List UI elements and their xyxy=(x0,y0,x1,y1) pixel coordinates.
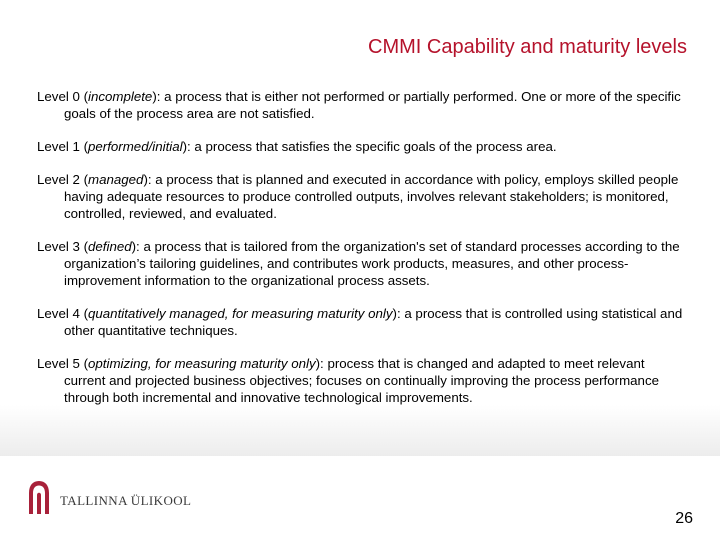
level-qualifier: incomplete xyxy=(88,89,153,104)
level-text: ): a process that is tailored from the organization's set of standard processes according to the organization’s tailoring guidelines, and contributes work products, measures, and other process-improvement information to the organizational process assets. xyxy=(64,239,680,288)
brand-name: TALLINNA ÜLIKOOL xyxy=(60,493,192,508)
level-prefix: Level 3 ( xyxy=(37,239,88,254)
level-prefix: Level 4 ( xyxy=(37,306,88,321)
level-qualifier: managed xyxy=(88,172,144,187)
level-item-5 xyxy=(37,355,687,406)
slide-title: CMMI Capability and maturity levels xyxy=(368,36,687,58)
level-item-2 xyxy=(37,171,687,222)
level-prefix: Level 0 ( xyxy=(37,89,88,104)
level-prefix: Level 1 ( xyxy=(37,139,88,154)
page-number: 26 xyxy=(675,510,693,527)
level-prefix: Level 5 ( xyxy=(37,356,88,371)
levels-list xyxy=(37,88,687,422)
level-text: ): a process that is controlled using statistical and other quantitative techniques. xyxy=(64,306,683,338)
level-item-1 xyxy=(37,138,687,155)
level-item-0 xyxy=(37,88,687,122)
level-qualifier: optimizing, for measuring maturity only xyxy=(88,356,316,371)
level-item-3 xyxy=(37,238,687,289)
level-text: ): a process that satisfies the specific goals of the process area. xyxy=(182,139,557,154)
level-text: ): a process that is either not performed or partially performed. One or more of the specific goals of the process area are not satisfied. xyxy=(64,89,681,121)
level-item-4 xyxy=(37,305,687,339)
level-qualifier: performed/initial xyxy=(88,139,183,154)
level-qualifier: defined xyxy=(88,239,132,254)
level-text: ): a process that is planned and executed in accordance with policy, employs skilled people having adequate resources to produce controlled outputs, involves relevant stakeholders; is monitored, controlled, reviewed, and evaluated. xyxy=(64,172,679,221)
level-qualifier: quantitatively managed, for measuring maturity only xyxy=(88,306,393,321)
level-text: ): process that is changed and adapted to meet relevant current and projected business objectives; focuses on continually improving the process performance through both incremental and innovative technological improvements. xyxy=(64,356,659,405)
tallinn-university-logo-icon xyxy=(26,478,52,515)
level-prefix: Level 2 ( xyxy=(37,172,88,187)
